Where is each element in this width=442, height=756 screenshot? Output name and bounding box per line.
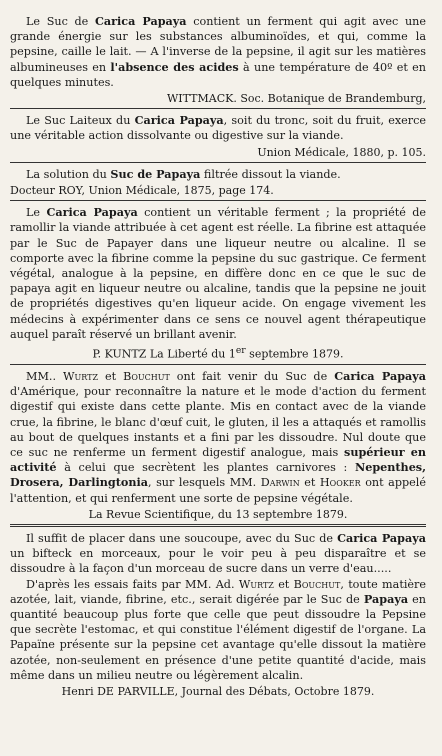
source-union-medicale-1880: Union Médicale, 1880, p. 105. bbox=[257, 145, 426, 159]
divider bbox=[10, 108, 426, 109]
paragraph-kuntz: Le Carica Papaya contient un véritable ferment ; la propriété de ramollir la viande attribuée à cet agent est réelle. La fibrine est attaquée par le Suc de Papayer dans une liqueur neutre ou alcaline. Il se comporte avec la fibrine comme la pepsine du suc gastrique. Ce ferment végétal, analogue à la pepsine, en diffère donc en ce que le suc de papaya agit en liqueur neutre ou alcaline, tandis que la pepsine ne jouit de propriétés digestives qu'en liqueur acide. On engage vivement les médecins à expérimenter dans ce sens ce nouvel agent thérapeutique auquel paraît réservé un brillant avenir. bbox=[10, 205, 426, 341]
paragraph-parville-1: Il suffit de placer dans une soucoupe, avec du Suc de Carica Papaya un bifteck en morceaux, pour le voir peu à peu disparaître et se dissoudre à la façon d'un morceau de sucre dans un verre d'eau..... bbox=[10, 530, 426, 576]
divider bbox=[10, 162, 426, 163]
paragraph-roy: La solution du Suc de Papaya filtrée dissout la viande. bbox=[26, 166, 341, 181]
source-revue-scientifique: La Revue Scientifique, du 13 septembre 1879. bbox=[88, 507, 348, 521]
paragraph-union-medicale-1880: Le Suc Laiteux du Carica Papaya, soit du tronc, soit du fruit, exerce une véritable action dissolvante ou digestive sur la viande. bbox=[10, 113, 427, 143]
source-parville: Henri DE PARVILLE, Journal des Débats, Octobre 1879. bbox=[61, 684, 375, 698]
source-roy: Docteur ROY, Union Médicale, 1875, page 174. bbox=[10, 184, 274, 198]
divider bbox=[10, 364, 426, 365]
divider bbox=[10, 200, 426, 201]
source-wittmack: WITTMACK. Soc. Botanique de Brandemburg, bbox=[166, 92, 426, 106]
source-kuntz: P. KUNTZ La Liberté du 1er septembre 1879. bbox=[92, 345, 344, 361]
paragraph-parville-2: D'après les essais faits par MM. Ad. Wurtz et Bouchut, toute matière azotée, lait, viande, fibrine, etc., serait digérée par le Suc de Papaya en quantité beaucoup plus forte que celle que peut dissoudre la Pepsine que secrète l'estomac, et qui constitue l'élément digestif de l'organe. La Papaïne présente sur la pepsine cet avantage qu'elle dissout la matière azotée, non-seulement en présence d'une petite quantité d'acide, mais même dans un milieu neutre ou légèrement alcalin. bbox=[10, 577, 426, 682]
paragraph-revue-scientifique: MM.. Wurtz et Bouchut ont fait venir du Suc de Carica Papaya d'Amérique, pour reconnaître la nature et le mode d'action du ferment digestif qui existe dans cette plante. Mis en contact avec de la viande crue, la fibrine, le blanc d'œuf cuit, le gluten, il les a attaqués et ramollis au bout de quelques instants et a fini par les dissoudre. Nul doute que ce suc ne renferme un ferment digestif analogue, mais supérieur en activité à celui que secrètent les plantes carnivores : Nepenthes, Drosera, Darlingtonia, sur lesquels MM. Darwin et Hooker ont appelé l'attention, et qui renferment une sorte de pepsine végétale. bbox=[10, 368, 427, 505]
divider-double bbox=[10, 524, 426, 527]
paragraph-wittmack: Le Suc de Carica Papaya contient un ferment qui agit avec une grande énergie sur les substances albuminoïdes, et qui, comme la pepsine, caille le lait. — A l'inverse de la pepsine, il agit sur les matières albumineuses en l'absence des acides à une température de 40º et en quelques minutes. bbox=[10, 14, 426, 89]
